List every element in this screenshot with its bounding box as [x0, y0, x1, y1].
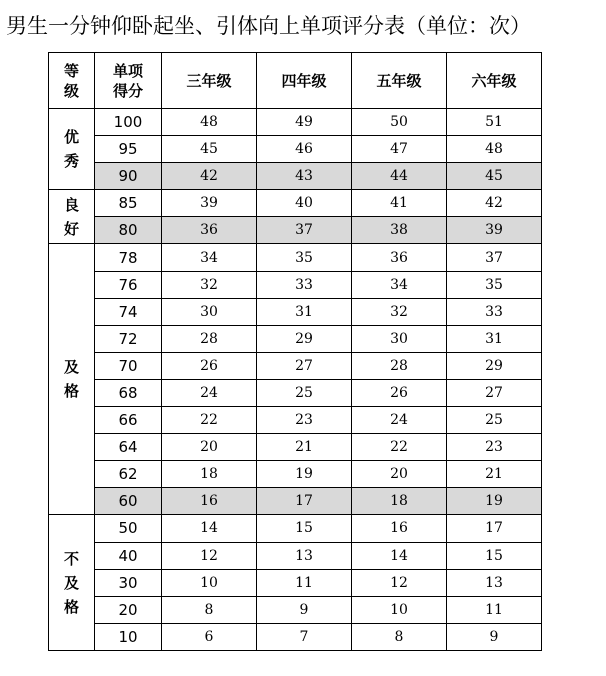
grade-5-cell: 28	[352, 352, 447, 379]
grade-4-cell: 37	[257, 217, 352, 244]
grade-4-cell: 33	[257, 271, 352, 298]
header-grade: 等 级	[49, 53, 95, 109]
score-cell: 50	[95, 515, 162, 542]
grade-5-cell: 8	[352, 623, 447, 650]
grade-5-cell: 32	[352, 298, 447, 325]
grade-cell	[49, 190, 95, 244]
grade-6-cell: 19	[447, 488, 542, 515]
score-cell: 64	[95, 434, 162, 461]
grade-5-cell: 30	[352, 325, 447, 352]
grade-6-cell: 29	[447, 352, 542, 379]
grade-5-cell: 22	[352, 434, 447, 461]
grade-3-cell: 26	[162, 352, 257, 379]
grade-3-cell: 12	[162, 542, 257, 569]
grade-6-cell: 31	[447, 325, 542, 352]
table-row	[49, 244, 542, 271]
table-row	[49, 434, 542, 461]
grade-5-cell: 36	[352, 244, 447, 271]
score-cell: 100	[95, 109, 162, 136]
grade-6-cell: 21	[447, 461, 542, 488]
grade-char: 格	[63, 382, 79, 401]
table-row	[49, 461, 542, 488]
grade-3-cell: 28	[162, 325, 257, 352]
score-cell: 95	[95, 136, 162, 163]
header-row	[49, 53, 542, 109]
table-row	[49, 379, 542, 406]
grade-4-cell: 7	[257, 623, 352, 650]
grade-4-cell: 15	[257, 515, 352, 542]
score-cell: 78	[95, 244, 162, 271]
header-score: 单项 得分	[95, 53, 162, 109]
grade-6-cell: 45	[447, 163, 542, 190]
table-row	[49, 352, 542, 379]
header-grade-5: 五年级	[352, 53, 447, 109]
grade-char: 及	[63, 573, 79, 592]
grade-4-cell: 23	[257, 407, 352, 434]
table-row	[49, 298, 542, 325]
grade-3-cell: 6	[162, 623, 257, 650]
table-row	[49, 190, 542, 217]
grade-4-cell: 13	[257, 542, 352, 569]
grade-6-cell: 27	[447, 379, 542, 406]
grade-5-cell: 10	[352, 596, 447, 623]
grade-6-cell: 11	[447, 596, 542, 623]
grade-6-cell: 23	[447, 434, 542, 461]
score-cell: 90	[95, 163, 162, 190]
table-row	[49, 623, 542, 650]
grade-cell	[49, 109, 95, 190]
grade-5-cell: 38	[352, 217, 447, 244]
grade-5-cell: 18	[352, 488, 447, 515]
grade-char: 良	[63, 195, 79, 214]
score-cell: 62	[95, 461, 162, 488]
grade-4-cell: 46	[257, 136, 352, 163]
grade-4-cell: 25	[257, 379, 352, 406]
score-cell: 20	[95, 596, 162, 623]
grade-5-cell: 50	[352, 109, 447, 136]
grade-3-cell: 45	[162, 136, 257, 163]
grade-5-cell: 47	[352, 136, 447, 163]
grade-3-cell: 20	[162, 434, 257, 461]
grade-6-cell: 25	[447, 407, 542, 434]
grade-4-cell: 35	[257, 244, 352, 271]
table-row	[49, 542, 542, 569]
grade-char: 及	[63, 358, 79, 377]
table-row	[49, 271, 542, 298]
grade-6-cell: 15	[447, 542, 542, 569]
grade-4-cell: 27	[257, 352, 352, 379]
grade-4-cell: 31	[257, 298, 352, 325]
score-cell: 68	[95, 379, 162, 406]
table-row	[49, 569, 542, 596]
score-cell: 70	[95, 352, 162, 379]
page-title: 男生一分钟仰卧起坐、引体向上单项评分表（单位：次）	[6, 14, 531, 38]
table-row	[49, 515, 542, 542]
grade-6-cell: 37	[447, 244, 542, 271]
grade-3-cell: 30	[162, 298, 257, 325]
grade-char: 不	[63, 549, 79, 568]
grade-4-cell: 9	[257, 596, 352, 623]
grade-5-cell: 26	[352, 379, 447, 406]
grade-5-cell: 14	[352, 542, 447, 569]
grade-char: 秀	[63, 152, 79, 171]
grade-5-cell: 12	[352, 569, 447, 596]
grade-3-cell: 18	[162, 461, 257, 488]
table-row	[49, 407, 542, 434]
grade-6-cell: 33	[447, 298, 542, 325]
grade-3-cell: 16	[162, 488, 257, 515]
score-cell: 85	[95, 190, 162, 217]
grade-5-cell: 24	[352, 407, 447, 434]
grade-4-cell: 19	[257, 461, 352, 488]
grade-5-cell: 34	[352, 271, 447, 298]
grade-6-cell: 39	[447, 217, 542, 244]
grade-5-cell: 20	[352, 461, 447, 488]
grade-3-cell: 14	[162, 515, 257, 542]
grade-6-cell: 9	[447, 623, 542, 650]
grade-3-cell: 24	[162, 379, 257, 406]
grade-6-cell: 17	[447, 515, 542, 542]
grade-4-cell: 21	[257, 434, 352, 461]
grade-4-cell: 49	[257, 109, 352, 136]
header-grade-6: 六年级	[447, 53, 542, 109]
table-row	[49, 325, 542, 352]
score-cell: 80	[95, 217, 162, 244]
grade-5-cell: 44	[352, 163, 447, 190]
grade-6-cell: 48	[447, 136, 542, 163]
header-grade-4: 四年级	[257, 53, 352, 109]
score-cell: 76	[95, 271, 162, 298]
score-cell: 10	[95, 623, 162, 650]
score-cell: 74	[95, 298, 162, 325]
grade-char: 格	[63, 597, 79, 616]
grade-cell	[49, 515, 95, 650]
grade-4-cell: 17	[257, 488, 352, 515]
grade-6-cell: 42	[447, 190, 542, 217]
header-grade-3: 三年级	[162, 53, 257, 109]
grade-5-cell: 16	[352, 515, 447, 542]
table-row	[49, 109, 542, 136]
grade-4-cell: 43	[257, 163, 352, 190]
grade-3-cell: 22	[162, 407, 257, 434]
score-table	[48, 52, 542, 651]
grade-4-cell: 40	[257, 190, 352, 217]
grade-4-cell: 29	[257, 325, 352, 352]
grade-3-cell: 10	[162, 569, 257, 596]
table-row	[49, 488, 542, 515]
grade-cell	[49, 244, 95, 515]
table-row	[49, 596, 542, 623]
grade-3-cell: 39	[162, 190, 257, 217]
grade-4-cell: 11	[257, 569, 352, 596]
grade-6-cell: 35	[447, 271, 542, 298]
score-cell: 66	[95, 407, 162, 434]
grade-6-cell: 51	[447, 109, 542, 136]
score-table-body	[49, 109, 542, 651]
score-cell: 30	[95, 569, 162, 596]
grade-5-cell: 41	[352, 190, 447, 217]
score-cell: 40	[95, 542, 162, 569]
grade-3-cell: 32	[162, 271, 257, 298]
table-row	[49, 163, 542, 190]
grade-char: 优	[63, 128, 79, 147]
score-cell: 60	[95, 488, 162, 515]
grade-3-cell: 8	[162, 596, 257, 623]
grade-6-cell: 13	[447, 569, 542, 596]
grade-3-cell: 42	[162, 163, 257, 190]
grade-3-cell: 36	[162, 217, 257, 244]
grade-3-cell: 48	[162, 109, 257, 136]
grade-char: 好	[63, 219, 79, 238]
table-row	[49, 136, 542, 163]
grade-3-cell: 34	[162, 244, 257, 271]
score-cell: 72	[95, 325, 162, 352]
table-row	[49, 217, 542, 244]
